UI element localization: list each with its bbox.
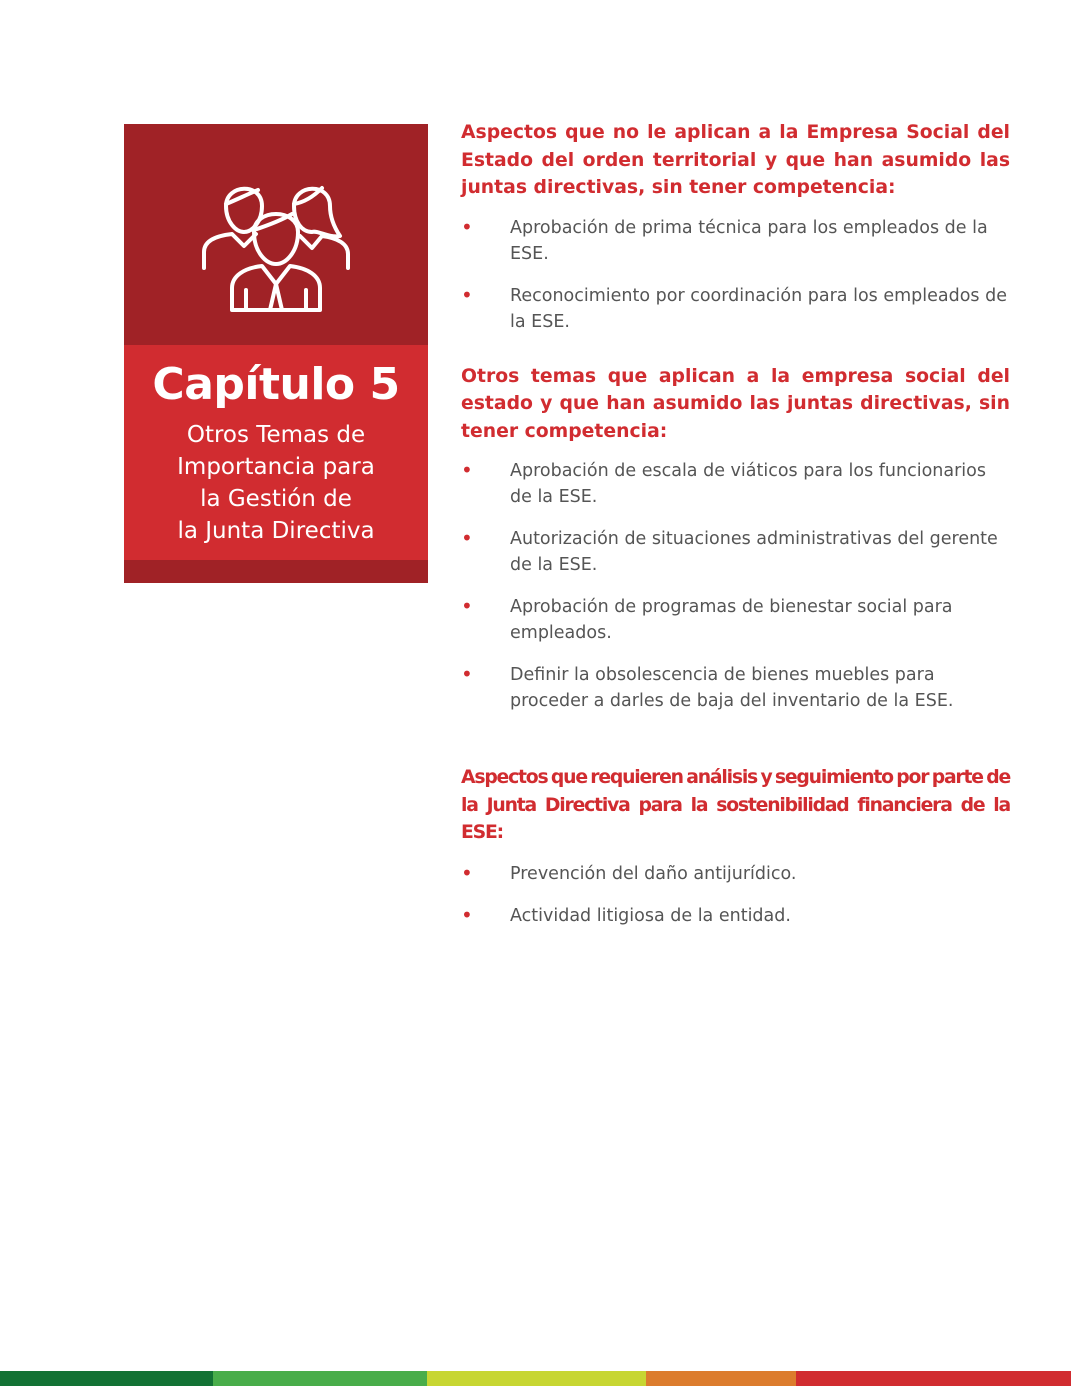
bullet-list: [461, 861, 1010, 929]
chapter-subtitle-line: Importancia para: [177, 454, 375, 480]
list-item-text: Aprobación de programas de bienestar social para empleados.: [510, 597, 953, 643]
section-heading: Aspectos que requieren análisis y seguimiento por parte de la Junta Directiva para la sostenibilidad financiera de la ESE:: [461, 767, 1010, 843]
bullet-icon: •: [461, 860, 473, 885]
chapter-subtitle-line: la Gestión de: [200, 486, 352, 512]
footer-stripe-segment: [213, 1371, 427, 1386]
footer-stripe-segment: [796, 1371, 1071, 1386]
list-item-text: Aprobación de prima técnica para los empleados de la ESE.: [510, 217, 988, 264]
section-heading: Otros temas que aplican a la empresa social del estado y que han asumido las juntas directivas, sin tener competencia:: [461, 365, 1010, 442]
chapter-subtitle-line: la Junta Directiva: [177, 518, 375, 544]
chapter-card-footer-band: [124, 560, 428, 583]
list-item-text: Aprobación de escala de viáticos para los funcionarios de la ESE.: [510, 461, 986, 507]
bullet-icon: •: [461, 214, 473, 239]
footer-stripe-segment: [427, 1371, 646, 1386]
list-item: [461, 594, 1010, 646]
bullet-icon: •: [461, 902, 473, 927]
bullet-icon: •: [461, 282, 473, 307]
list-item: [461, 662, 1010, 714]
list-item-text: Reconocimiento por coordinación para los empleados de la ESE.: [510, 285, 1007, 332]
bullet-icon: •: [461, 458, 473, 482]
main-content: [461, 119, 1010, 929]
list-item-text: Actividad litigiosa de la entidad.: [510, 905, 791, 926]
chapter-card: [124, 345, 428, 560]
list-item: [461, 458, 1010, 510]
group-of-people-icon: [196, 164, 356, 324]
list-item-text: Autorización de situaciones administrativas del gerente de la ESE.: [510, 529, 998, 575]
list-item-text: Definir la obsolescencia de bienes muebles para proceder a darles de baja del inventario de la ESE.: [510, 665, 954, 711]
list-item: [461, 526, 1010, 578]
list-item: [461, 903, 1010, 929]
bullet-icon: •: [461, 594, 473, 618]
list-item: [461, 283, 1010, 335]
list-item-text: Prevención del daño antijurídico.: [510, 863, 797, 884]
list-item: [461, 215, 1010, 267]
bullet-icon: •: [461, 662, 473, 686]
list-item: [461, 861, 1010, 887]
chapter-subtitle: [124, 419, 428, 547]
bullet-list: [461, 215, 1010, 335]
footer-stripe-segment: [646, 1371, 796, 1386]
bullet-icon: •: [461, 526, 473, 550]
chapter-card-icon-panel: [124, 124, 428, 345]
section-heading: Aspectos que no le aplican a la Empresa Social del Estado del orden territorial y que han asumido las juntas directivas, sin tener competencia:: [461, 122, 1010, 198]
chapter-title: Capítulo 5: [152, 359, 400, 410]
chapter-subtitle-line: Otros Temas de: [186, 422, 366, 448]
bullet-list: [461, 458, 1010, 714]
footer-stripe-segment: [0, 1371, 213, 1386]
